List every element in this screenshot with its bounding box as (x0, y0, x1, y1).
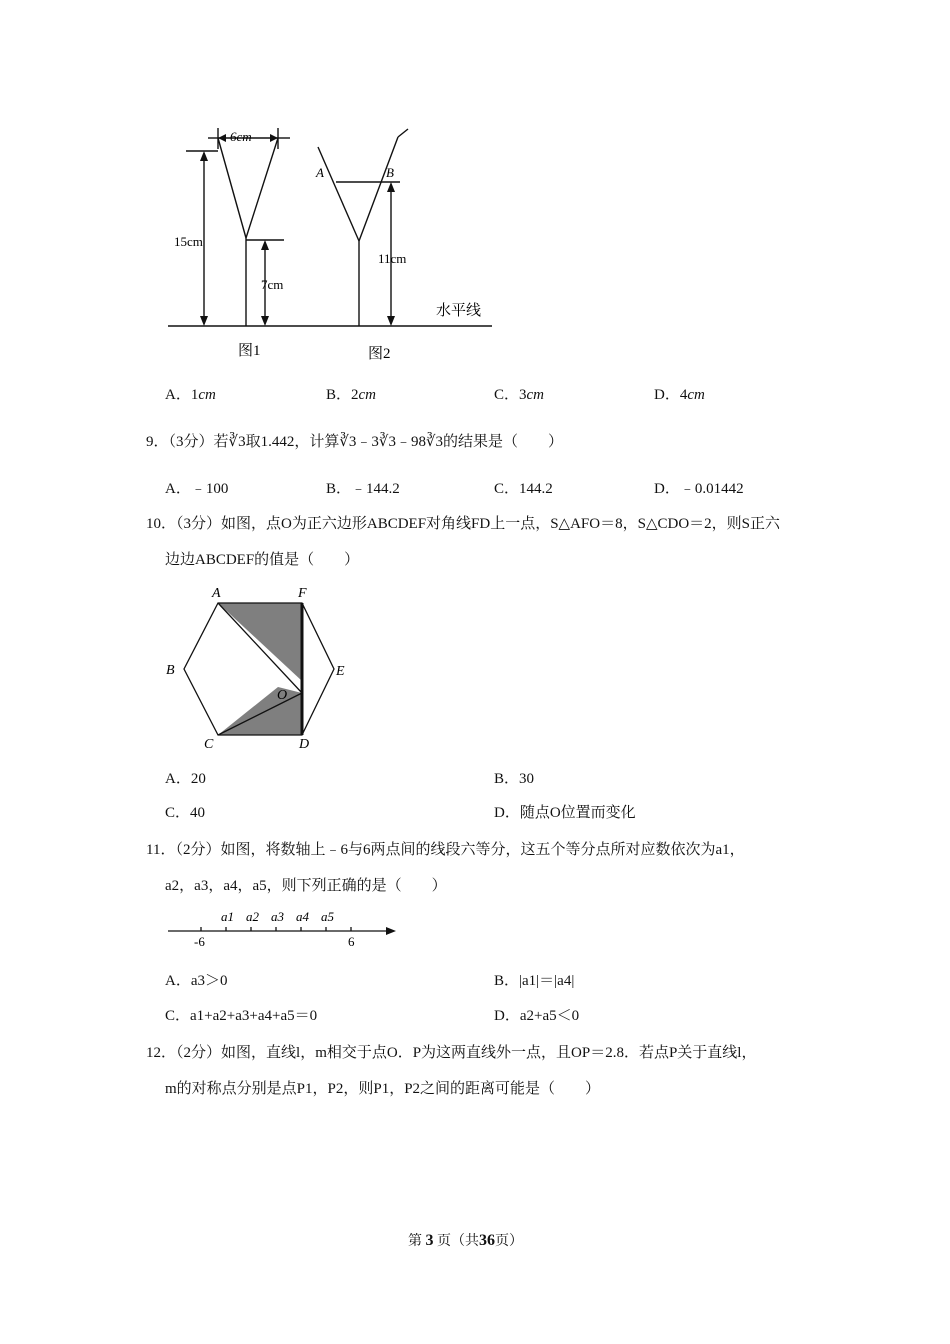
q9-stem: 9．（3分）若∛3取1.442，计算∛3﹣3∛3﹣98∛3的结果是（ ） (146, 434, 564, 450)
q8-option-a: A．1cm (165, 387, 216, 403)
tick-minus-six: -6 (194, 934, 205, 949)
fig2-caption: 图2 (368, 346, 391, 362)
tick-a5: a5 (321, 909, 334, 924)
page-number: 3 (425, 1232, 434, 1249)
q10-option-a: A．20 (165, 771, 206, 787)
q8-figure (160, 125, 500, 365)
q8-option-b: B．2cm (326, 387, 377, 403)
fig2-point-a: A (316, 165, 324, 180)
q10-stem-line2: 边边ABCDEF的值是（ ） (165, 552, 360, 568)
horizon-label: 水平线 (436, 303, 482, 319)
fig1-height-label: 15cm (174, 234, 203, 249)
q9-option-d: D．﹣0.01442 (654, 481, 744, 497)
q10-option-d: D．随点O位置而变化 (494, 805, 636, 821)
q11-option-d: D．a2+a5＜0 (494, 1008, 580, 1024)
q11-option-b: B．|a1|＝|a4| (494, 973, 575, 989)
point-f: F (298, 586, 307, 601)
tick-a1: a1 (221, 909, 234, 924)
q8-option-d: D．4cm (654, 387, 705, 403)
fig1-top-label: 6cm (230, 129, 252, 144)
q11-stem-line1: 11．（2分）如图，将数轴上﹣6与6两点间的线段六等分，这五个等分点所对应数依次为a1， (146, 842, 745, 858)
q12-stem-line1: 12．（2分）如图，直线l，m相交于点O．P为这两直线外一点，且OP＝2.8．若点P关于直线l， (146, 1045, 757, 1061)
fig2-point-b: B (386, 165, 394, 180)
point-c: C (204, 737, 214, 752)
q10-hexagon-figure (160, 583, 360, 753)
q10-option-c: C．40 (165, 805, 206, 821)
tick-six: 6 (348, 934, 355, 949)
q10-option-b: B．30 (494, 771, 535, 787)
fig1-caption: 图1 (238, 343, 261, 359)
fig1-stem-label: 7cm (261, 277, 284, 292)
tick-a4: a4 (296, 909, 309, 924)
q8-option-c: C．3cm (494, 387, 545, 403)
q9-option-b: B．﹣144.2 (326, 481, 400, 497)
q9-option-a: A．﹣100 (165, 481, 229, 497)
point-d: D (299, 737, 310, 752)
point-e: E (336, 664, 345, 679)
q9-option-c: C．144.2 (494, 481, 553, 497)
point-b: B (166, 663, 175, 678)
q11-option-a: A．a3＞0 (165, 973, 228, 989)
q12-stem-line2: m的对称点分别是点P1，P2，则P1，P2之间的距离可能是（ ） (165, 1081, 601, 1097)
total-pages: 36 (479, 1232, 495, 1249)
tick-a2: a2 (246, 909, 259, 924)
point-o: O (277, 688, 288, 703)
page-footer: 第 3 页（共36页） (408, 1232, 523, 1249)
tick-a3: a3 (271, 909, 284, 924)
fig2-height-label: 11cm (378, 251, 407, 266)
q11-stem-line2: a2，a3，a4，a5，则下列正确的是（ ） (165, 878, 447, 894)
point-a: A (212, 586, 221, 601)
q10-stem-line1: 10．（3分）如图，点O为正六边形ABCDEF对角线FD上一点，S△AFO＝8，S△CDO＝2，则S正六 (146, 516, 780, 532)
q11-number-line (160, 905, 410, 950)
q11-option-c: C．a1+a2+a3+a4+a5＝0 (165, 1008, 318, 1024)
